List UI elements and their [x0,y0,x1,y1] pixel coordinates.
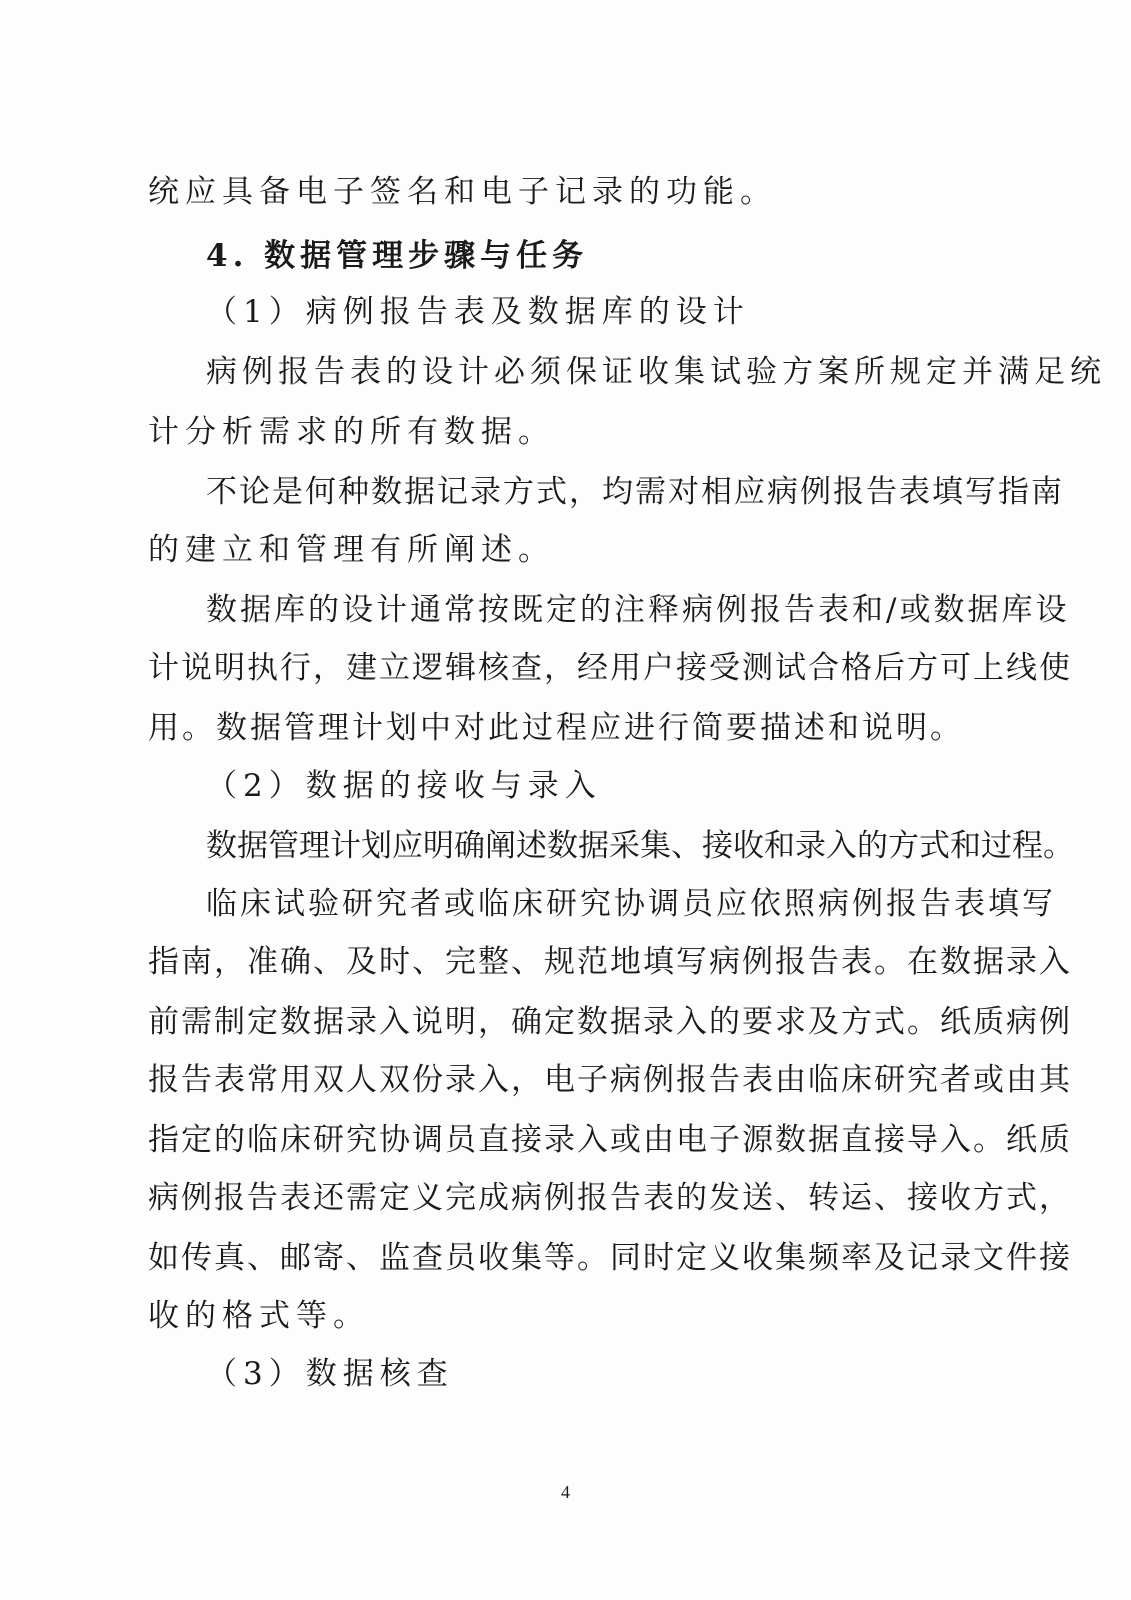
body-line: 病例报告表还需定义完成病例报告表的发送、转运、接收方式， [148,1180,1072,1216]
subsection-heading: （3）数据核查 [206,1356,454,1392]
body-line: 病例报告表的设计必须保证收集试验方案所规定并满足统 [206,354,1106,390]
body-line: 计说明执行，建立逻辑核查，经用户接受测试合格后方可上线使 [148,650,1072,686]
body-line: 报告表常用双人双份录入，电子病例报告表由临床研究者或由其 [148,1062,1072,1098]
section-heading: 4. 数据管理步骤与任务 [206,238,589,274]
body-line: 用。数据管理计划中对此过程应进行简要描述和说明。 [148,710,964,746]
body-line: 临床试验研究者或临床研究协调员应依照病例报告表填写 [206,886,1056,922]
body-line: 不论是何种数据记录方式，均需对相应病例报告表填写指南 [206,474,1064,510]
subsection-heading: （2）数据的接收与录入 [206,768,602,804]
body-line: 指定的临床研究协调员直接录入或由电子源数据直接导入。纸质 [148,1122,1072,1158]
body-line: 数据库的设计通常按既定的注释病例报告表和/或数据库设 [206,592,1070,628]
body-line: 数据管理计划应明确阐述数据采集、接收和录入的方式和过程。 [206,828,1074,864]
body-line: 前需制定数据录入说明，确定数据录入的要求及方式。纸质病例 [148,1004,1072,1040]
body-line: 如传真、邮寄、监查员收集等。同时定义收集频率及记录文件接 [148,1240,1072,1276]
body-line: 的建立和管理有所阐述。 [148,532,555,568]
subsection-heading: （1）病例报告表及数据库的设计 [206,294,750,330]
body-line: 统应具备电子签名和电子记录的功能。 [148,174,777,210]
body-line: 指南，准确、及时、完整、规范地填写病例报告表。在数据录入 [148,944,1072,980]
body-line: 计分析需求的所有数据。 [148,414,555,450]
page-number: 4 [561,1482,570,1502]
body-line: 收的格式等。 [148,1298,370,1334]
